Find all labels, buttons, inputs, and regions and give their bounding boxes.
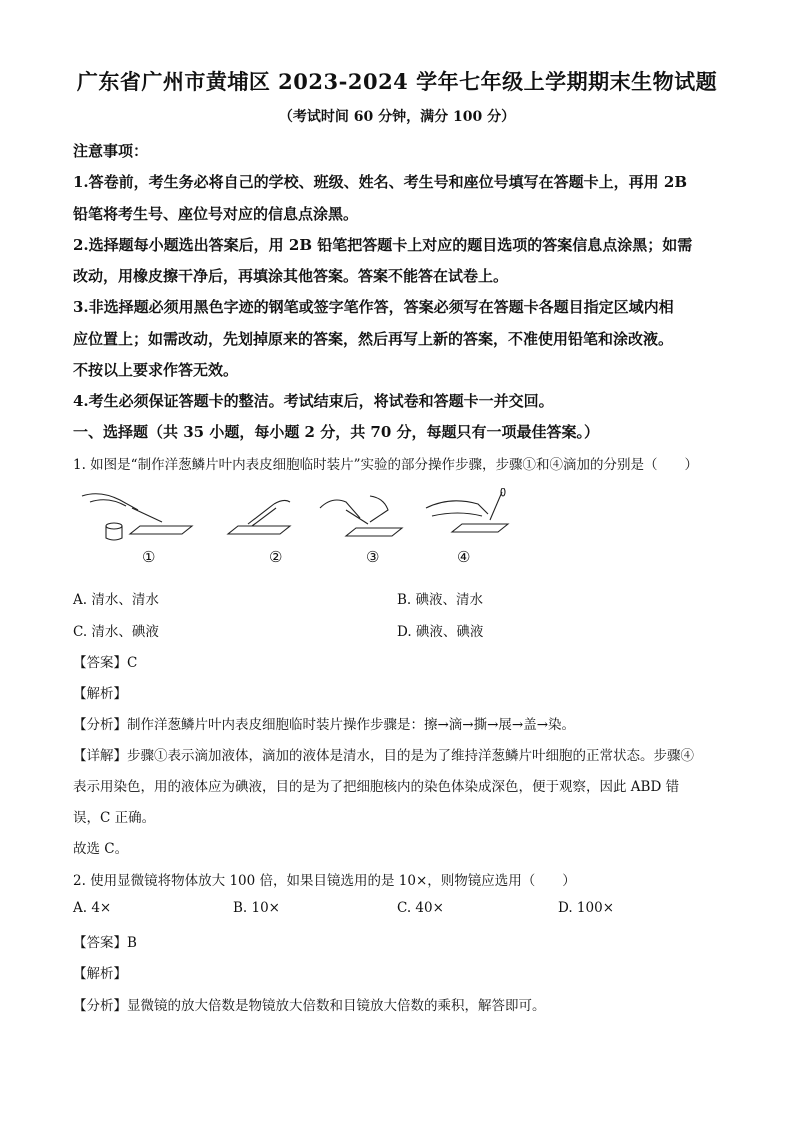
figure-label: ③ — [366, 548, 380, 566]
conclusion-line: 故选 C。 — [73, 841, 129, 857]
answer-line: 【答案】B — [73, 935, 137, 951]
option-a: A. 4× — [73, 900, 112, 916]
option-b: B. 10× — [233, 900, 280, 916]
question-stem: 2. 使用显微镜将物体放大 100 倍，如果目镜选用的是 10×，则物镜应选用（ ） — [73, 873, 576, 889]
notice-heading: 注意事项： — [73, 142, 149, 160]
page-subtitle: （考试时间 60 分钟，满分 100 分） — [278, 109, 516, 125]
page-title: 广东省广州市黄埔区 2023-2024 学年七年级上学期期末生物试题 — [76, 69, 718, 94]
notice-line: 改动，用橡皮擦干净后，再填涂其他答案。答案不能答在试卷上。 — [73, 267, 509, 285]
analysis-heading: 【解析】 — [73, 686, 127, 702]
notice-line: 铅笔将考生号、座位号对应的信息点涂黑。 — [73, 205, 359, 223]
notice-line: 不按以上要求作答无效。 — [73, 361, 239, 379]
notice-line: 3.非选择题必须用黑色字迹的钢笔或签字笔作答，答案必须写在答题卡各题目指定区域内相 — [73, 298, 674, 316]
detail-line: 表示用染色，用的液体应为碘液，目的是为了把细胞核内的染色体染成深色，便于观察，因此 ABD 错 — [73, 779, 680, 795]
section-heading: 一、选择题（共 35 小题，每小题 2 分，共 70 分，每题只有一项最佳答案。） — [73, 423, 600, 441]
notice-line: 2.选择题每小题选出答案后，用 2B 铅笔把答题卡上对应的题目选项的答案信息点涂黑；如需 — [73, 236, 693, 254]
detail-line: 【详解】步骤①表示滴加液体，滴加的液体是清水，目的是为了维持洋葱鳞片叶细胞的正常状态。步骤④ — [73, 748, 694, 764]
answer-line: 【答案】C — [73, 655, 138, 671]
analysis-line: 【分析】显微镜的放大倍数是物镜放大倍数和目镜放大倍数的乘积，解答即可。 — [73, 998, 546, 1014]
option-d: D. 碘液、碘液 — [397, 624, 484, 640]
question-stem: 1. 如图是“制作洋葱鳞片叶内表皮细胞临时装片”实验的部分操作步骤，步骤①和④滴加的分别是（ ） — [73, 457, 698, 473]
analysis-line: 【分析】制作洋葱鳞片叶内表皮细胞临时装片操作步骤是：擦→滴→撕→展→盖→染。 — [73, 717, 576, 733]
procedure-illustration — [70, 488, 540, 544]
option-c: C. 清水、碘液 — [73, 624, 159, 640]
notice-line: 1.答卷前，考生务必将自己的学校、班级、姓名、考生号和座位号填写在答题卡上，再用 2B — [73, 173, 688, 191]
option-b: B. 碘液、清水 — [397, 592, 484, 608]
notice-line: 应位置上；如需改动，先划掉原来的答案，然后再写上新的答案，不准使用铅笔和涂改液。 — [73, 330, 674, 348]
option-d: D. 100× — [558, 900, 615, 916]
option-a: A. 清水、清水 — [73, 592, 159, 608]
detail-line: 误，C 正确。 — [73, 810, 156, 826]
figure-label: ① — [142, 548, 156, 566]
figure-label: ② — [269, 548, 283, 566]
figure-label: ④ — [457, 548, 471, 566]
option-c: C. 40× — [397, 900, 444, 916]
notice-line: 4.考生必须保证答题卡的整洁。考试结束后，将试卷和答题卡一并交回。 — [73, 392, 554, 410]
analysis-heading: 【解析】 — [73, 966, 127, 982]
